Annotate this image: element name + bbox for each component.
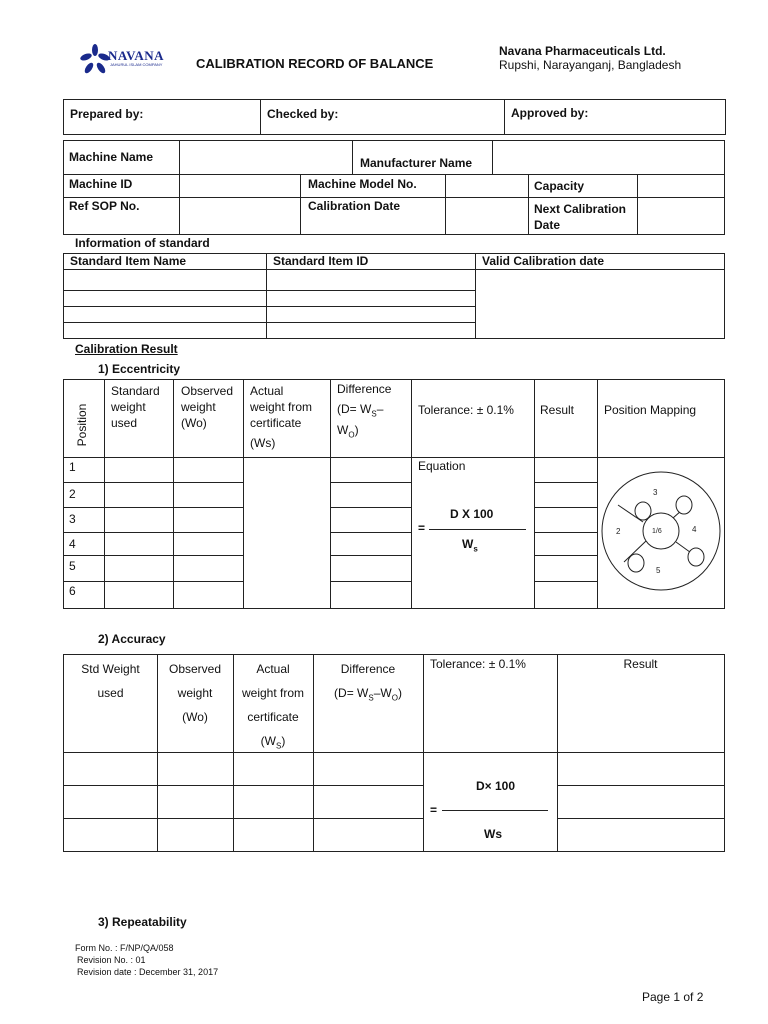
ecc-col-difference [337,381,391,444]
standard-table [63,253,725,339]
logo-flower-icon [80,44,110,76]
approved-by-cell[interactable] [505,100,726,135]
calibration-date-field[interactable] [446,198,528,234]
checked-by-cell[interactable] [261,100,505,135]
ecc-diff-dash: – [376,402,384,416]
machine-id-field[interactable] [180,175,300,197]
prepared-by-label: Prepared by: [70,107,144,121]
acc-col-std-l1: Std Weight [81,662,140,676]
map-label-4: 4 [692,525,697,534]
map-label-5: 5 [656,566,661,575]
acc-col-actual [233,657,313,758]
acc-col-difference-l2: (D= W [334,686,369,700]
revision-date: Revision date : December 31, 2017 [77,967,219,977]
ecc-eq-den-sub: s [473,544,478,554]
ecc-row-3: 3 [69,512,76,526]
acc-diff-sub-s: S [368,693,374,703]
form-footer [75,942,218,978]
ecc-diff-paren: ) [354,423,359,438]
acc-col-actual-l1: Actual [256,662,290,676]
ecc-eq-denominator [462,537,478,553]
acc-diff-sub-o: O [391,693,398,703]
ecc-col-map: Position Mapping [604,403,697,417]
next-calibration-label-line2: Date [534,218,561,232]
acc-col-observed [157,657,233,729]
manufacturer-name-field[interactable] [493,141,724,174]
ecc-row-6: 6 [69,584,76,598]
standard-col-valid: Valid Calibration date [482,254,605,268]
acc-col-actual-l2: weight from [241,686,305,700]
capacity-field[interactable] [638,175,724,197]
ecc-row-5: 5 [69,559,76,573]
machine-name-label: Machine Name [69,150,154,164]
accuracy-title: 2) Accuracy [98,632,166,646]
machine-id-label: Machine ID [69,177,133,191]
machine-name-field[interactable] [180,141,352,174]
ecc-eq-fraction-line [429,529,526,530]
standard-col-id: Standard Item ID [273,254,369,268]
acc-col-std-l2: used [97,686,124,700]
machine-info-block [63,140,725,235]
acc-eq-fraction-line [442,810,548,811]
ecc-equation-label: Equation [418,459,466,473]
ecc-col-difference-l3: W [337,423,349,438]
page-number: Page 1 of 2 [642,990,704,1004]
form-title: CALIBRATION RECORD OF BALANCE [196,56,434,71]
eccentricity-table [63,379,725,609]
acc-diff-mid: –W [373,686,392,700]
machine-model-label: Machine Model No. [308,177,417,191]
ecc-row-2: 2 [69,487,76,501]
company-address: Rupshi, Narayanganj, Bangladesh [499,58,682,72]
acc-act-sub-s: S [275,741,282,751]
acc-col-actual-l3: certificate [247,710,299,724]
ecc-col-observed-l2: weight [181,400,216,414]
acc-act-paren: ) [281,734,286,748]
ecc-col-standard-l2: weight [111,400,146,414]
approved-by-label: Approved by: [511,106,589,120]
ecc-col-result: Result [540,403,575,417]
ecc-col-observed-l3: (Wo) [181,416,207,430]
signoff-table [63,99,726,135]
ecc-diff-sub-s: S [371,409,377,419]
acc-eq-numerator: D× 100 [476,779,516,793]
ecc-col-difference-l1: Difference [337,382,392,396]
acc-col-actual-l4: (W [260,734,276,748]
company-name: Navana Pharmaceuticals Ltd. [499,44,666,58]
ecc-diff-sub-o: O [348,430,355,440]
calibration-date-label: Calibration Date [308,199,401,213]
ecc-col-position: Position [75,403,89,447]
ecc-row-4: 4 [69,537,76,551]
acc-col-difference [313,657,423,710]
ecc-col-observed [181,383,233,431]
position-mapping-diagram [598,468,724,594]
ecc-row-1: 1 [69,460,76,474]
map-label-1-6: 1/6 [652,528,662,535]
ecc-col-standard-l3: used [111,416,138,430]
acc-col-result: Result [623,657,658,671]
form-number: Form No. : F/NP/QA/058 [75,943,174,953]
next-calibration-label [534,201,626,233]
ecc-col-observed-l1: Observed [181,384,234,398]
map-label-2: 2 [616,527,621,536]
company-logo [80,44,175,78]
acc-col-observed-l3: (Wo) [182,710,208,724]
acc-eq-equals: = [430,803,438,817]
calibration-result-title: Calibration Result [75,342,178,356]
manufacturer-name-label: Manufacturer Name [360,156,473,170]
map-label-3: 3 [653,488,658,497]
acc-eq-denominator: Ws [484,827,502,841]
revision-number: Revision No. : 01 [77,955,146,965]
acc-col-observed-l2: weight [177,686,213,700]
ecc-col-difference-l2: (D= W [337,402,372,416]
acc-diff-paren: ) [397,686,402,700]
ecc-col-actual-l4: (Ws) [250,436,276,450]
capacity-label: Capacity [534,179,585,193]
next-calibration-label-line1: Next Calibration [534,202,627,216]
logo-text: NAVANA [108,48,164,63]
ecc-eq-numerator: D X 100 [450,507,494,521]
logo-subtext: JAHURUL ISLAM COMPANY [110,62,163,67]
ref-sop-label: Ref SOP No. [69,199,140,213]
standard-col-name: Standard Item Name [70,254,187,268]
ecc-col-actual-l3: certificate [250,416,302,430]
acc-col-std [64,657,157,705]
ecc-col-actual-l2: weight from [250,400,313,414]
ecc-eq-equals: = [418,521,426,535]
next-calibration-field[interactable] [638,198,724,234]
prepared-by-cell[interactable] [64,100,261,135]
repeatability-title: 3) Repeatability [98,915,187,929]
ecc-col-actual-l1: Actual [250,384,284,398]
accuracy-table [63,654,725,852]
ecc-eq-den-w: W [462,537,474,551]
ecc-col-standard [111,383,160,431]
acc-col-observed-l1: Observed [168,662,222,676]
acc-col-tolerance: Tolerance: ± 0.1% [430,657,526,671]
ref-sop-field[interactable] [180,198,300,234]
ecc-col-actual [250,383,312,451]
ecc-col-standard-l1: Standard [111,384,160,398]
eccentricity-title: 1) Eccentricity [98,362,181,376]
acc-col-difference-l1: Difference [340,662,396,676]
machine-model-field[interactable] [446,175,528,197]
ecc-col-tolerance: Tolerance: ± 0.1% [418,403,514,417]
checked-by-label: Checked by: [267,107,339,121]
standard-section-title: Information of standard [75,236,210,250]
